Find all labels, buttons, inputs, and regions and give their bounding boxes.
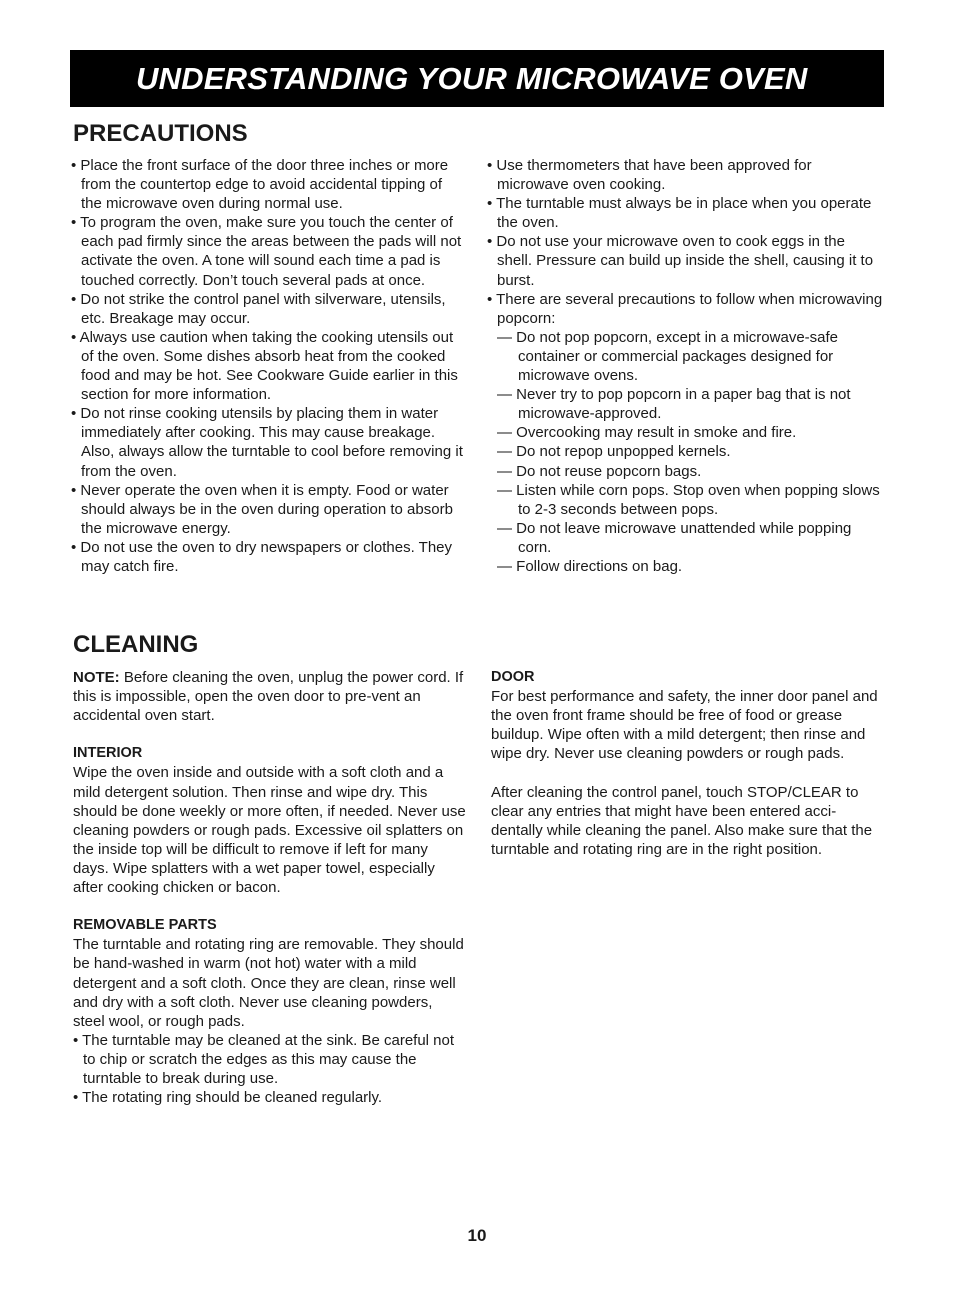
cleaning-note — [73, 668, 467, 725]
precaution-item: • Always use caution when taking the cooking utensils out of the oven. Some dishes absorb heat from the cooked food and may be hot. See Cookware Guide earlier in this section for more information. — [71, 328, 458, 404]
removable-parts-heading: REMOVABLE PARTS — [73, 917, 217, 934]
cleaning-heading: CLEANING — [73, 631, 199, 658]
note-text: Before cleaning the oven, unplug the power cord. If this is impossible, open the oven door to pre-vent an accidental oven start. — [73, 669, 464, 725]
popcorn-item: — Do not reuse popcorn bags. — [497, 462, 702, 480]
precaution-item: • Do not use the oven to dry newspapers or clothes. They may catch fire. — [71, 538, 453, 575]
precaution-item: • The turntable must always be in place when you operate the oven. — [487, 195, 872, 232]
precaution-item: • There are several precautions to follow when microwaving popcorn: — [487, 290, 883, 327]
precaution-item: • Do not use your microwave oven to cook eggs in the shell. Pressure can build up inside the shell, causing it to burst. — [487, 233, 874, 289]
popcorn-item: — Do not repop unpopped kernels. — [497, 443, 731, 461]
precautions-heading: PRECAUTIONS — [73, 120, 248, 147]
precaution-item: • Do not strike the control panel with silverware, utensils, etc. Breakage may occur. — [71, 290, 446, 327]
removable-parts-bullet: • The turntable may be cleaned at the sink. Be careful not to chip or scratch the edges as this may cause the turntable to break during use. — [73, 1031, 455, 1087]
precaution-item: • Use thermometers that have been approved for microwave oven cooking. — [487, 157, 812, 194]
precaution-item: • Do not rinse cooking utensils by placing them in water immediately after cooking. This may cause breakage. Also, always allow the turntable to cool before removing it from the oven. — [71, 405, 463, 480]
precaution-item: • Place the front surface of the door three inches or more from the countertop edge to avoid accidental tipping of the microwave oven during normal use. — [71, 157, 449, 213]
interior-text: Wipe the oven inside and outside with a soft cloth and a mild detergent solution. Then rinse and wipe dry. This should be done weekly or more often, if needed. Never use cleaning powders or rough pads. Excessive oil splatters on the inside top will be difficult to remove if left for many days. Wipe splatters with a wet paper towel, especially after cooking chicken or bacon. — [73, 764, 466, 897]
popcorn-item: — Do not pop popcorn, except in a microwave-safe container or commercial packages designed for microwave ovens. — [497, 328, 839, 385]
page-header-banner — [70, 50, 884, 107]
page-number: 10 — [467, 1226, 487, 1245]
interior-heading: INTERIOR — [73, 745, 143, 762]
popcorn-item: — Do not leave microwave unattended while popping corn. — [497, 519, 852, 556]
control-panel-text: After cleaning the control panel, touch STOP/CLEAR to clear any entries that might have been entered acci-dentally while cleaning the panel. Also make sure that the turntable and rotating ring are in the right position. — [491, 783, 873, 858]
cleaning-left-column — [73, 668, 467, 1107]
removable-parts-text: The turntable and rotating ring are removable. They should be hand-washed in warm (not hot) water with a mild detergent and a soft cloth. Once they are clean, rinse well and dry with a soft cloth. Never use cleaning powders, steel wool, or rough pads. — [73, 936, 464, 1030]
cleaning-right-column — [491, 668, 883, 859]
note-label: NOTE: — [73, 669, 120, 686]
page-title: UNDERSTANDING YOUR MICROWAVE OVEN — [136, 61, 808, 96]
removable-parts-bullet: • The rotating ring should be cleaned regularly. — [73, 1089, 383, 1107]
precautions-left-column — [71, 156, 467, 576]
precaution-item: • Never operate the oven when it is empty. Food or water should always be in the oven during operation to absorb the microwave energy. — [71, 481, 453, 537]
precautions-right-column — [487, 156, 883, 576]
precaution-item: • To program the oven, make sure you touch the center of each pad firmly since the areas between the pads will not activate the oven. A tone will sound each time a pad is touched correctly. Don’t touch several pads at once. — [71, 214, 462, 289]
door-text: For best performance and safety, the inner door panel and the oven front frame should be free of food or grease buildup. Wipe often with a mild detergent; then rinse and wipe dry. Never use cleaning powders or rough pads. — [491, 688, 878, 763]
door-heading: DOOR — [491, 669, 535, 685]
popcorn-item: — Never try to pop popcorn in a paper bag that is not microwave-approved. — [497, 386, 851, 423]
popcorn-item: — Listen while corn pops. Stop oven when popping slows to 2-3 seconds between pops. — [497, 481, 880, 518]
popcorn-item: — Overcooking may result in smoke and fire. — [497, 424, 797, 442]
popcorn-item: — Follow directions on bag. — [497, 557, 683, 575]
